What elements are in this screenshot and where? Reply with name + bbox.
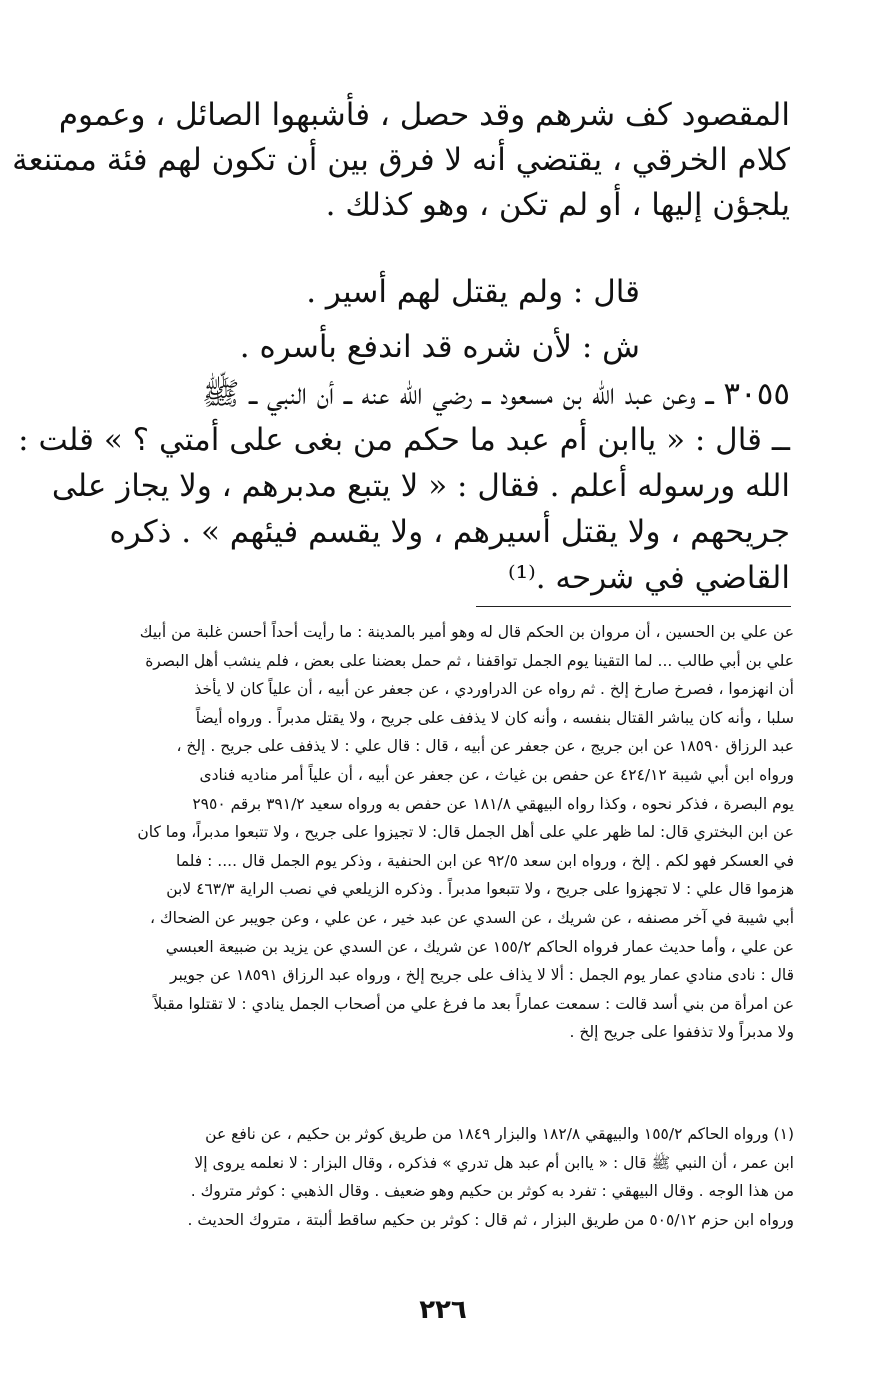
text-line: كلام الخرقي ، يقتضي أنه لا فرق بين أن تكون لهم فئة ممتنعة [12, 142, 790, 178]
footnote-line: عن ابن البختري قال: لما ظهر علي على أهل الجمل قال: لا تجيزوا على جريح ، ولا تتبعوا مدبراً، وما كان [137, 823, 794, 842]
footnote-line: يوم البصرة ، فذكر نحوه ، وكذا رواه البيهقي ١٨١/٨ عن حفص به ورواه سعيد ٣٩١/٢ برقم ٢٩٥٠ [192, 794, 794, 813]
footnote-line: ابن عمر ، أن النبي ﷺ قال : « ياابن أم عبد هل تدري » فذكره ، وقال البزار : لا نعلمه يروى إلا [194, 1153, 794, 1172]
page-number: ٢٢٦ [419, 1295, 467, 1325]
hadith-line: الله ورسوله أعلم . فقال : « لا يتبع مدبرهم ، ولا يجاز على [51, 468, 790, 504]
matn-line: قال : ولم يقتل لهم أسير . [306, 274, 640, 310]
footnote-line: علي بن أبي طالب ... لما التقينا يوم الجمل تواقفنا ، ثم حمل بعضنا على بعض ، فلم ينشب أهل البصرة [145, 651, 794, 670]
footnote-line: ورواه ابن حزم ٥٠٥/١٢ من طريق البزار ، ثم قال : كوثر بن حكيم ساقط ألبتة ، متروك الحديث . [187, 1210, 794, 1229]
text-line: المقصود كف شرهم وقد حصل ، فأشبهوا الصائل ، وعموم [58, 97, 790, 133]
footnote-line: ورواه ابن أبي شيبة ٤٢٤/١٢ عن حفص بن غياث ، عن جعفر عن أبيه ، أن علياً أمر مناديه فنادى [199, 765, 794, 784]
footnote-line: ولا مدبراً ولا تذففوا على جريح إلخ . [569, 1023, 794, 1042]
footnote-continued [78, 618, 794, 1047]
hadith-line: ٣٠٥٥ ــ وعن عبد الله بن مسعود ــ رضي الله عنه ــ أن النبي ــ ﷺ [201, 376, 790, 412]
matn-and-commentary [70, 265, 790, 375]
commentary-line: ش : لأن شره قد اندفع بأسره . [239, 329, 640, 365]
hadith-line: جريحهم ، ولا يقتل أسيرهم ، ولا يقسم فيئهم » . ذكره [109, 514, 790, 550]
hadith-line: ــ قال : « ياابن أم عبد ما حكم من بغى على أمتي ؟ » قلت : [18, 422, 790, 458]
footnote-line: أبي شيبة في آخر مصنفه ، عن شريك ، عن السدي عن عبد خير ، عن علي ، وعن جويبر عن الضحاك ، [149, 908, 794, 927]
footnote-line: عن علي ، وأما حديث عمار فرواه الحاكم ١٥٥/٢ عن شريك ، عن السدي عن يزيد بن ضبيعة العبسي [165, 937, 794, 956]
footnote-line: من هذا الوجه . وقال البيهقي : تفرد به كوثر بن حكيم وهو ضعيف . وقال الذهبي : كوثر متروك . [190, 1182, 794, 1201]
main-paragraph [12, 93, 790, 228]
footnote-line: في العسكر فهو لكم . إلخ ، ورواه ابن سعد ٩٢/٥ عن ابن الحنفية ، وذكر يوم الجمل قال .... : فلما [175, 851, 794, 870]
footnote-1 [78, 1120, 794, 1234]
footnote-line: أن انهزموا ، فصرخ صارخ إلخ . ثم رواه عن الدراوردي ، عن جعفر عن أبيه ، أن علياً كان لا يأخذ [194, 680, 794, 699]
footnote-line: عن امرأة من بني أسد قالت : سمعت عماراً بعد ما فرغ علي من أصحاب الجمل ينادي : لا تقتلوا مقبلاً [153, 994, 794, 1013]
footnote-line: (١) ورواه الحاكم ١٥٥/٢ والبيهقي ١٨٢/٨ والبزار ١٨٤٩ من طريق كوثر بن حكيم ، عن نافع عن [205, 1125, 794, 1143]
hadith-paragraph [18, 371, 790, 601]
footnote-line: هزموا قال علي : لا تجهزوا على جريح ، ولا تتبعوا مدبراً . وذكره الزيلعي في نصب الراية ٤٦٣/٣ لابن [166, 880, 794, 899]
footnote-line: عبد الرزاق ١٨٥٩٠ عن ابن جريج ، عن جعفر عن أبيه ، قال : قال علي : لا يذفف على جريح . إلخ ، [176, 737, 794, 756]
footnote-line: سلبا ، وأنه كان يباشر القتال بنفسه ، وأنه كان لا يذفف على جريح ، ولا يقتل مدبراً . ورواه أيضاً [195, 708, 794, 727]
text-line: يلجؤن إليها ، أو لم تكن ، وهو كذلك . [325, 187, 790, 223]
footnote-line: عن علي بن الحسين ، أن مروان بن الحكم قال له وهو أمير بالمدينة : ما رأيت أحداً أحسن غلبة من أبيك [139, 623, 794, 641]
footnote-separator [476, 606, 791, 607]
footnote-line: قال : نادى منادي عمار يوم الجمل : ألا لا يذاف على جريح إلخ ، ورواه عبد الرزاق ١٨٥٩١ عن جويبر [169, 966, 794, 985]
hadith-line: القاضي في شرحه .⁽¹⁾ [508, 560, 790, 596]
